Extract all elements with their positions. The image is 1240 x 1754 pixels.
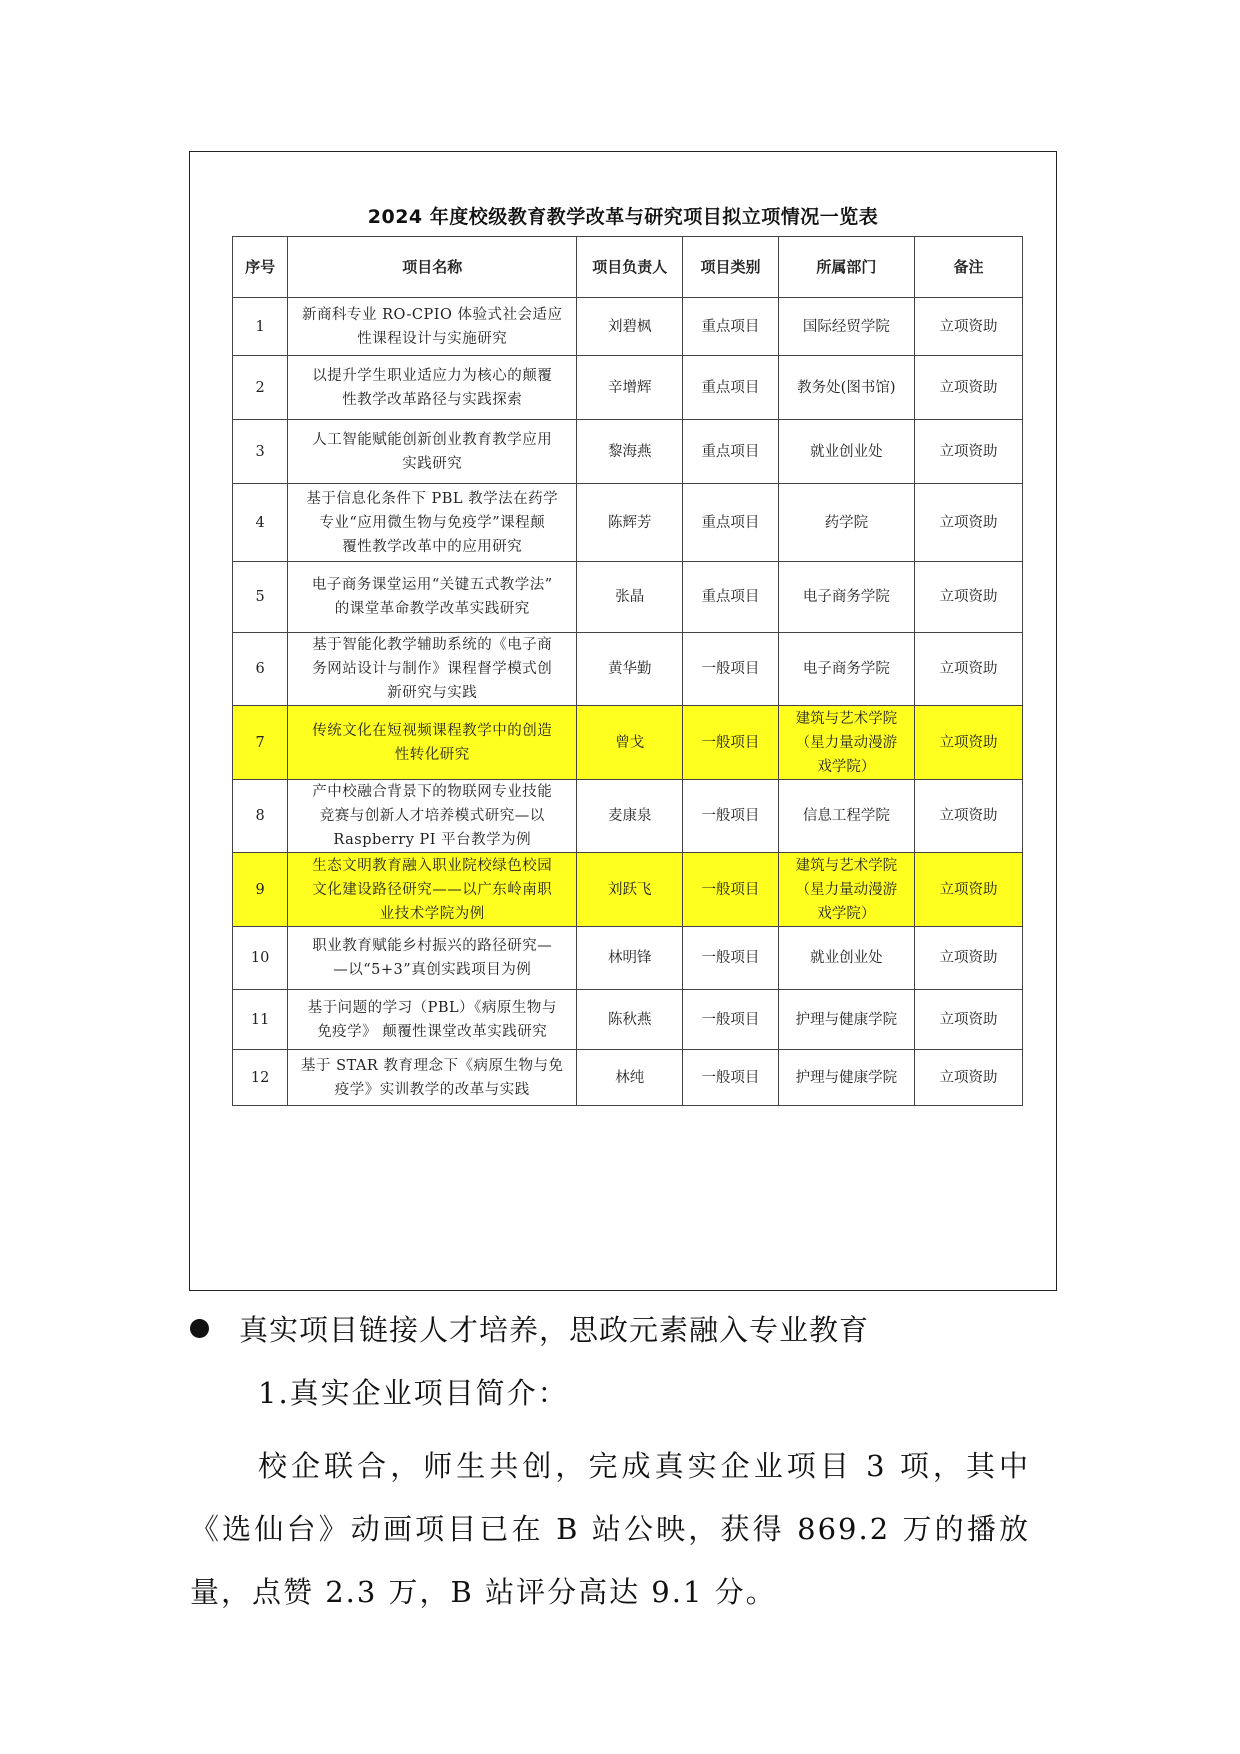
cell-name <box>288 853 577 927</box>
cell-leader: 黎海燕 <box>577 420 683 484</box>
cell-no: 12 <box>233 1050 288 1106</box>
cell-category: 一般项目 <box>683 706 779 780</box>
cell-name-line: 疫学》实训教学的改革与实践 <box>334 1081 530 1098</box>
cell-note: 立项资助 <box>914 853 1022 927</box>
section-heading-text: 真实项目链接人才培养，思政元素融入专业教育 <box>239 1312 870 1347</box>
cell-dept-line: 电子商务学院 <box>802 589 890 605</box>
header-no: 序号 <box>233 237 288 298</box>
cell-no: 8 <box>233 780 288 853</box>
cell-leader: 陈秋燕 <box>577 990 683 1050</box>
cell-no: 9 <box>233 853 288 927</box>
cell-leader: 张晶 <box>577 562 683 633</box>
cell-name <box>288 1050 577 1106</box>
cell-dept <box>778 633 914 706</box>
project-table <box>232 236 1023 1106</box>
cell-name-line: 人工智能赋能创新创业教育教学应用 <box>312 431 553 448</box>
bullet-icon <box>190 1319 209 1338</box>
cell-name-line: 实践研究 <box>402 455 463 472</box>
cell-dept <box>778 562 914 633</box>
header-dept: 所属部门 <box>778 237 914 298</box>
cell-note: 立项资助 <box>914 1050 1022 1106</box>
cell-category: 重点项目 <box>683 356 779 420</box>
cell-name-line: 业技术学院为例 <box>379 905 485 922</box>
cell-leader: 黄华勤 <box>577 633 683 706</box>
paragraph: 校企联合，师生共创，完成真实企业项目 3 项，其中《选仙台》动画项目已在 B 站公映，获得 869.2 万的播放量，点赞 2.3 万，B 站评分高达 9.1 分。 <box>190 1449 1030 1609</box>
table-title: 2024 年度校级教育教学改革与研究项目拟立项情况一览表 <box>367 206 879 228</box>
cell-name-line: 生态文明教育融入职业院校绿色校园 <box>312 857 553 874</box>
cell-dept-line: 就业创业处 <box>810 950 883 966</box>
cell-name-line: 以提升学生职业适应力为核心的颠覆 <box>312 367 553 384</box>
cell-dept-line: 护理与健康学院 <box>795 1069 898 1086</box>
table-row <box>233 298 1023 356</box>
cell-category: 一般项目 <box>683 1050 779 1106</box>
cell-category: 重点项目 <box>683 484 779 562</box>
cell-name-line: 性课程设计与实施研究 <box>357 330 508 347</box>
cell-note: 立项资助 <box>914 420 1022 484</box>
cell-name-line: 基于信息化条件下 PBL 教学法在药学 <box>306 490 559 507</box>
cell-no: 3 <box>233 420 288 484</box>
cell-name <box>288 562 577 633</box>
table-row <box>233 706 1023 780</box>
cell-name-line: 免疫学》 颠覆性课堂改革实践研究 <box>317 1023 548 1040</box>
cell-name-line: 性转化研究 <box>394 746 470 763</box>
cell-name-line: 电子商务课堂运用“关键五式教学法” <box>311 577 553 593</box>
table-row <box>233 356 1023 420</box>
cell-name-line: 新研究与实践 <box>387 685 478 701</box>
header-note: 备注 <box>914 237 1022 298</box>
table-row <box>233 484 1023 562</box>
cell-category: 一般项目 <box>683 633 779 706</box>
cell-dept <box>778 927 914 990</box>
cell-dept <box>778 420 914 484</box>
cell-leader: 林明锋 <box>577 927 683 990</box>
cell-no: 10 <box>233 927 288 990</box>
cell-dept-line: 护理与健康学院 <box>795 1011 898 1028</box>
cell-leader: 辛增辉 <box>577 356 683 420</box>
cell-dept-line: （星力量动漫游 <box>795 734 898 751</box>
cell-name <box>288 298 577 356</box>
table-row <box>233 420 1023 484</box>
table-row <box>233 562 1023 633</box>
cell-name-line: 基于 STAR 教育理念下《病原生物与免 <box>301 1057 564 1074</box>
cell-name <box>288 927 577 990</box>
subheading: 1.真实企业项目简介： <box>258 1376 569 1410</box>
cell-leader: 刘碧枫 <box>577 298 683 356</box>
cell-dept-line: 信息工程学院 <box>802 808 890 824</box>
cell-name <box>288 484 577 562</box>
cell-dept <box>778 853 914 927</box>
cell-leader: 曾戈 <box>577 706 683 780</box>
cell-name-line: 性教学改革路径与实践探索 <box>342 391 523 408</box>
cell-leader: 麦康泉 <box>577 780 683 853</box>
table-header-row <box>233 237 1023 298</box>
cell-name <box>288 706 577 780</box>
cell-name-line: —以“5+3”真创实践项目为例 <box>333 962 532 978</box>
header-leader: 项目负责人 <box>577 237 683 298</box>
header-name: 项目名称 <box>288 237 577 298</box>
cell-note: 立项资助 <box>914 780 1022 853</box>
cell-name <box>288 780 577 853</box>
cell-name <box>288 420 577 484</box>
cell-dept-line: 建筑与艺术学院 <box>795 857 898 874</box>
cell-category: 重点项目 <box>683 562 779 633</box>
cell-leader: 刘跃飞 <box>577 853 683 927</box>
cell-dept <box>778 356 914 420</box>
table-row <box>233 780 1023 853</box>
section-heading <box>190 1308 869 1348</box>
table-image-frame <box>189 151 1057 1291</box>
cell-no: 2 <box>233 356 288 420</box>
cell-note: 立项资助 <box>914 706 1022 780</box>
cell-dept-line: 电子商务学院 <box>802 661 890 677</box>
cell-dept <box>778 1050 914 1106</box>
cell-name <box>288 633 577 706</box>
cell-name-line: 专业“应用微生物与免疫学”课程颠 <box>319 514 546 531</box>
cell-category: 重点项目 <box>683 420 779 484</box>
cell-dept-line: 国际经贸学院 <box>802 318 890 335</box>
cell-dept-line: 戏学院） <box>817 758 876 775</box>
cell-note: 立项资助 <box>914 990 1022 1050</box>
cell-dept <box>778 990 914 1050</box>
cell-dept-line: 戏学院） <box>817 905 876 922</box>
cell-no: 11 <box>233 990 288 1050</box>
cell-note: 立项资助 <box>914 927 1022 990</box>
cell-name-line: 产中校融合背景下的物联网专业技能 <box>312 784 553 800</box>
cell-dept <box>778 484 914 562</box>
cell-name-line: 传统文化在短视频课程教学中的创造 <box>312 722 553 739</box>
header-category: 项目类别 <box>683 237 779 298</box>
cell-name-line: 覆性教学改革中的应用研究 <box>342 538 523 555</box>
cell-note: 立项资助 <box>914 484 1022 562</box>
cell-note: 立项资助 <box>914 356 1022 420</box>
cell-no: 1 <box>233 298 288 356</box>
cell-name-line: 基于智能化教学辅助系统的《电子商 <box>312 637 553 653</box>
cell-category: 重点项目 <box>683 298 779 356</box>
table-row <box>233 633 1023 706</box>
table-row <box>233 853 1023 927</box>
cell-leader: 林纯 <box>577 1050 683 1106</box>
cell-note: 立项资助 <box>914 562 1022 633</box>
cell-no: 5 <box>233 562 288 633</box>
cell-leader: 陈辉芳 <box>577 484 683 562</box>
cell-dept <box>778 298 914 356</box>
cell-name-line: 职业教育赋能乡村振兴的路径研究— <box>312 938 553 954</box>
cell-category: 一般项目 <box>683 927 779 990</box>
cell-category: 一般项目 <box>683 853 779 927</box>
cell-dept-line: （星力量动漫游 <box>795 881 898 898</box>
table-row <box>233 1050 1023 1106</box>
cell-name <box>288 356 577 420</box>
cell-category: 一般项目 <box>683 780 779 853</box>
cell-dept <box>778 780 914 853</box>
cell-name-line: 的课堂革命教学改革实践研究 <box>334 601 530 617</box>
cell-note: 立项资助 <box>914 633 1022 706</box>
cell-no: 6 <box>233 633 288 706</box>
table-row <box>233 927 1023 990</box>
cell-note: 立项资助 <box>914 298 1022 356</box>
cell-dept <box>778 706 914 780</box>
cell-name-line: 务网站设计与制作》课程督学模式创 <box>312 661 553 677</box>
cell-name-line: 文化建设路径研究——以广东岭南职 <box>312 881 553 898</box>
cell-dept-line: 药学院 <box>824 514 869 531</box>
cell-name-line: 竞赛与创新人才培养模式研究—以 <box>319 808 545 824</box>
cell-no: 7 <box>233 706 288 780</box>
cell-name-line: 新商科专业 RO-CPIO 体验式社会适应 <box>302 306 563 323</box>
cell-no: 4 <box>233 484 288 562</box>
cell-dept-line: 建筑与艺术学院 <box>795 710 898 727</box>
table-row <box>233 990 1023 1050</box>
cell-dept-line: 就业创业处 <box>810 443 883 460</box>
cell-category: 一般项目 <box>683 990 779 1050</box>
cell-dept-line: 教务处(图书馆) <box>797 379 896 396</box>
cell-name <box>288 990 577 1050</box>
cell-name-line: Raspberry PI 平台教学为例 <box>333 832 532 848</box>
cell-name-line: 基于问题的学习（PBL）《病原生物与 <box>307 999 557 1016</box>
